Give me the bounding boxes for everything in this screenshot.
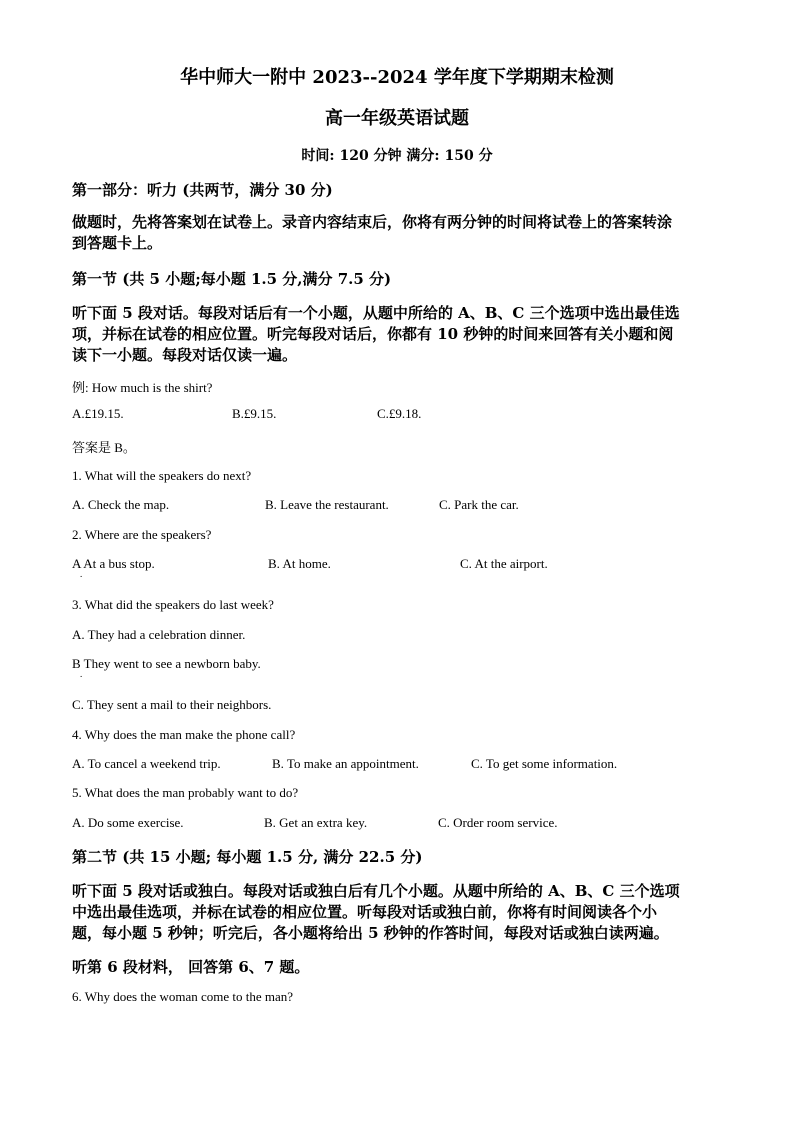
- question-4: 4. Why does the man make the phone call?: [72, 727, 296, 742]
- option: B.£9.15.: [232, 406, 277, 421]
- option: C. To get some information.: [471, 756, 618, 771]
- option: A. Do some exercise.: [72, 815, 184, 830]
- part1-instruction-line: 做题时，先将答案划在试卷上。录音内容结束后，你将有两分钟的时间将试卷上的答案转涂: [72, 213, 673, 231]
- section2-heading: 第二节 (共 15 小题; 每小题 1.5 分, 满分 22.5 分): [72, 848, 423, 866]
- section2-instruction-line: 题，每小题 5 秒钟；听完后，各小题将给出 5 秒钟的作答时间，每段对话或独白读两遍。: [72, 924, 669, 942]
- section1-instruction-line: 项，并标在试卷的相应位置。听完每段对话后，你都有 10 秒钟的时间来回答有关小题和阅: [72, 325, 674, 343]
- option: A At a bus stop.: [72, 556, 155, 571]
- option: B. At home.: [268, 556, 331, 571]
- option: C. Park the car.: [439, 497, 519, 512]
- material-heading: 听第 6 段材料， 回答第 6、7 题。: [72, 958, 310, 976]
- question-3: 3. What did the speakers do last week?: [72, 597, 274, 612]
- question-3-option: B They went to see a newborn baby.: [72, 656, 261, 671]
- question-6: 6. Why does the woman come to the man?: [72, 989, 294, 1004]
- option: A. Check the map.: [72, 497, 170, 512]
- example-answer: 答案是 B。: [72, 440, 136, 455]
- part1-instruction-line: 到答题卡上。: [72, 234, 163, 252]
- part1-heading: 第一部分：听力 (共两节，满分 30 分): [72, 181, 333, 199]
- stray-dot: .: [80, 669, 83, 679]
- option: A.£19.15.: [72, 406, 124, 421]
- exam-subtitle: 高一年级英语试题: [325, 108, 469, 129]
- section1-instruction-line: 听下面 5 段对话。每段对话后有一个小题，从题中所给的 A、B、C 三个选项中选出最佳选: [72, 304, 680, 322]
- section2-instruction-line: 听下面 5 段对话或独白。每段对话或独白后有几个小题。从题中所给的 A、B、C 三个选项: [72, 882, 680, 900]
- section1-instruction-line: 读下一小题。每段对话仅读一遍。: [72, 346, 298, 364]
- question-1: 1. What will the speakers do next?: [72, 468, 252, 483]
- stray-dot: .: [80, 569, 83, 579]
- option: A. To cancel a weekend trip.: [72, 756, 221, 771]
- exam-meta: 时间: 120 分钟 满分: 150 分: [301, 148, 493, 164]
- option: C. Order room service.: [438, 815, 558, 830]
- question-3-option: C. They sent a mail to their neighbors.: [72, 697, 272, 712]
- question-5: 5. What does the man probably want to do?: [72, 785, 299, 800]
- question-3-option: A. They had a celebration dinner.: [72, 627, 246, 642]
- question-2: 2. Where are the speakers?: [72, 527, 212, 542]
- section1-heading: 第一节 (共 5 小题;每小题 1.5 分,满分 7.5 分): [72, 270, 392, 288]
- exam-title: 华中师大一附中 2023--2024 学年度下学期期末检测: [180, 67, 614, 88]
- option: C. At the airport.: [460, 556, 548, 571]
- example-question: 例: How much is the shirt?: [72, 380, 213, 395]
- section2-instruction-line: 中选出最佳选项，并标在试卷的相应位置。听每段对话或独白前，你将有时间阅读各个小: [72, 903, 658, 921]
- option: B. Leave the restaurant.: [265, 497, 389, 512]
- option: B. Get an extra key.: [264, 815, 368, 830]
- option: B. To make an appointment.: [272, 756, 419, 771]
- option: C.£9.18.: [377, 406, 422, 421]
